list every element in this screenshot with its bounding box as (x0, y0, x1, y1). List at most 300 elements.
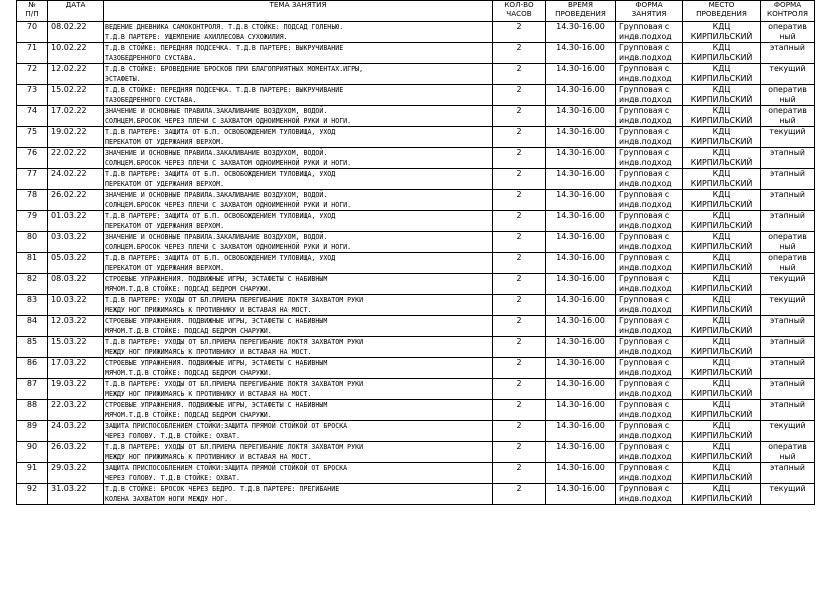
cell-form-line: Групповая с (619, 253, 670, 262)
cell-control (761, 190, 815, 211)
cell-topic-line: Т.Д.В ПАРТЕРЕ: ЗАЩИТА ОТ Б.П. ОСВОБОЖДЕНИЕМ ТУЛОВИЩА, УХОД (105, 212, 336, 220)
cell-num: 83 (17, 295, 48, 316)
cell-form-line: индв.подход (619, 53, 672, 62)
cell-form-line: Групповая с (619, 358, 670, 367)
cell-place (683, 22, 761, 43)
cell-time: 14.30-16.00 (546, 337, 616, 358)
cell-form-line: индв.подход (619, 452, 672, 461)
cell-control-line: оператив (768, 85, 807, 94)
cell-place (683, 127, 761, 148)
cell-control (761, 463, 815, 484)
header-hours-line: ЧАСОВ (506, 8, 532, 18)
cell-control-line: оператив (768, 442, 807, 451)
cell-topic-line: ЗНАЧЕНИЕ И ОСНОВНЫЕ ПРАВИЛА.ЗАКАЛИВАНИЕ ВОЗДУХОМ, ВОДОЙ. (105, 233, 328, 241)
cell-topic-line: Т.Д.В СТОЙКЕ: ПЕРЕДНЯЯ ПОДСЕЧКА. Т.Д.В ПАРТЕРЕ: ВЫКРУЧИВАНИЕ (105, 86, 344, 94)
cell-topic-line: ЗНАЧЕНИЕ И ОСНОВНЫЕ ПРАВИЛА.ЗАКАЛИВАНИЕ ВОЗДУХОМ, ВОДОЙ. (105, 149, 328, 157)
header-hours (493, 1, 546, 22)
cell-hours: 2 (493, 148, 546, 169)
table-row (17, 148, 815, 169)
cell-place-line: КИРПИЛЬСКИЙ (690, 158, 753, 167)
cell-place (683, 274, 761, 295)
cell-topic-line: ЗНАЧЕНИЕ И ОСНОВНЫЕ ПРАВИЛА.ЗАКАЛИВАНИЕ ВОЗДУХОМ, ВОДОЙ. (105, 191, 328, 199)
cell-place-line: КИРПИЛЬСКИЙ (690, 410, 753, 419)
cell-topic-line: СОЛНЦЕМ.БРОСОК ЧЕРЕЗ ПЛЕЧИ С ЗАХВАТОМ ОДНОИМЕННОЙ РУКИ И НОГИ. (105, 117, 352, 125)
cell-topic-line: ПЕРЕКАТОМ ОТ УДЕРЖАНИЯ ВЕРХОМ. (105, 180, 225, 188)
cell-topic (104, 442, 493, 463)
cell-form-line: Групповая с (619, 337, 670, 346)
cell-control (761, 421, 815, 442)
cell-form (616, 22, 683, 43)
cell-time: 14.30-16.00 (546, 148, 616, 169)
cell-time: 14.30-16.00 (546, 106, 616, 127)
cell-hours: 2 (493, 463, 546, 484)
cell-topic-line: СТРОЕВЫЕ УПРАЖНЕНИЯ. ПОДВИЖНЫЕ ИГРЫ, ЭСТАФЕТЫ С НАБИВНЫМ (105, 401, 328, 409)
cell-form (616, 148, 683, 169)
cell-topic-line: МЯЧОМ.Т.Д.В СТОЙКЕ: ПОДСАД БЕДРОМ СНАРУЖИ. (105, 369, 272, 377)
cell-place-line: КДЦ (712, 358, 731, 367)
header-control-line: КОНТРОЛЯ (767, 8, 808, 18)
table-row (17, 127, 815, 148)
cell-place-line: КДЦ (712, 148, 731, 157)
cell-topic-line: Т.Д.В ПАРТЕРЕ: УХОДЫ ОТ БЛ.ПРИЕМА ПЕРЕГИБАНИЕ ЛОКТЯ ЗАХВАТОМ РУКИ (105, 443, 364, 451)
cell-time: 14.30-16.00 (546, 169, 616, 190)
cell-date: 08.02.22 (48, 22, 104, 43)
cell-form-line: Групповая с (619, 211, 670, 220)
cell-place (683, 421, 761, 442)
header-num-line: П/П (25, 8, 39, 18)
cell-place-line: КДЦ (712, 106, 731, 115)
cell-form-line: индв.подход (619, 200, 672, 209)
cell-num: 86 (17, 358, 48, 379)
header-time (546, 1, 616, 22)
cell-control-line: ный (779, 242, 796, 251)
cell-hours: 2 (493, 22, 546, 43)
cell-date: 17.02.22 (48, 106, 104, 127)
cell-place-line: КИРПИЛЬСКИЙ (690, 431, 753, 440)
cell-topic-line: Т.Д.В ПАРТЕРЕ: УХОДЫ ОТ БЛ.ПРИЕМА ПЕРЕГИБАНИЕ ЛОКТЯ ЗАХВАТОМ РУКИ (105, 338, 364, 346)
cell-topic-line: Т.Д.В ПАРТЕРЕ: ЗАЩИТА ОТ Б.П. ОСВОБОЖДЕНИЕМ ТУЛОВИЩА, УХОД (105, 254, 336, 262)
cell-form-line: Групповая с (619, 127, 670, 136)
header-control (761, 1, 815, 22)
cell-hours: 2 (493, 64, 546, 85)
cell-form-line: индв.подход (619, 473, 672, 482)
cell-form-line: индв.подход (619, 368, 672, 377)
cell-form (616, 232, 683, 253)
cell-place (683, 43, 761, 64)
cell-form-line: индв.подход (619, 32, 672, 41)
cell-topic-line: Т.Д.В СТОЙКЕ: БРОСОК ЧЕРЕЗ БЕДРО. Т.Д.В ПАРТЕРЕ: ПРЕГИБАНИЕ (105, 485, 340, 493)
cell-topic-line: МЯЧОМ.Т.Д.В СТОЙКЕ: ПОДСАД БЕДРОМ СНАРУЖИ. (105, 411, 272, 419)
cell-hours: 2 (493, 337, 546, 358)
header-form (616, 1, 683, 22)
cell-form-line: индв.подход (619, 410, 672, 419)
cell-date: 31.03.22 (48, 484, 104, 505)
cell-num: 72 (17, 64, 48, 85)
cell-time: 14.30-16.00 (546, 295, 616, 316)
cell-hours: 2 (493, 421, 546, 442)
cell-control-line: этапный (769, 379, 806, 388)
header-num (17, 1, 48, 22)
table-row (17, 295, 815, 316)
cell-form-line: индв.подход (619, 221, 672, 230)
cell-place (683, 358, 761, 379)
cell-form-line: индв.подход (619, 116, 672, 125)
header-place (683, 1, 761, 22)
cell-place-line: КДЦ (712, 190, 731, 199)
cell-form (616, 358, 683, 379)
cell-form-line: индв.подход (619, 179, 672, 188)
cell-form-line: индв.подход (619, 347, 672, 356)
cell-topic-line: СТРОЕВЫЕ УПРАЖНЕНИЯ. ПОДВИЖНЫЕ ИГРЫ, ЭСТАФЕТЫ С НАБИВНЫМ (105, 275, 328, 283)
table-row (17, 358, 815, 379)
cell-hours: 2 (493, 127, 546, 148)
cell-topic (104, 421, 493, 442)
cell-hours: 2 (493, 316, 546, 337)
cell-time: 14.30-16.00 (546, 484, 616, 505)
lesson-schedule-table (16, 0, 815, 505)
cell-date: 24.03.22 (48, 421, 104, 442)
cell-place-line: КИРПИЛЬСКИЙ (690, 242, 753, 251)
cell-time: 14.30-16.00 (546, 85, 616, 106)
cell-hours: 2 (493, 295, 546, 316)
cell-form-line: Групповая с (619, 274, 670, 283)
cell-control-line: текущий (769, 127, 806, 136)
cell-control-line: оператив (768, 106, 807, 115)
table-row (17, 43, 815, 64)
cell-topic (104, 400, 493, 421)
cell-topic (104, 43, 493, 64)
cell-place-line: КИРПИЛЬСКИЙ (690, 263, 753, 272)
cell-place-line: КДЦ (712, 274, 731, 283)
cell-topic-line: СОЛНЦЕМ.БРОСОК ЧЕРЕЗ ПЛЕЧИ С ЗАХВАТОМ ОДНОИМЕННОЙ РУКИ И НОГИ. (105, 201, 352, 209)
cell-place-line: КДЦ (712, 43, 731, 52)
cell-place (683, 148, 761, 169)
table-row (17, 190, 815, 211)
cell-topic (104, 127, 493, 148)
cell-num: 80 (17, 232, 48, 253)
header-num-line: № (28, 0, 36, 9)
cell-place-line: КДЦ (712, 379, 731, 388)
cell-form-line: индв.подход (619, 431, 672, 440)
cell-control-line: ный (779, 95, 796, 104)
cell-num: 89 (17, 421, 48, 442)
cell-control-line: этапный (769, 43, 806, 52)
cell-place-line: КДЦ (712, 22, 731, 31)
cell-place (683, 232, 761, 253)
cell-topic-line: ЗАЩИТА ПРИСПОСОБЛЕНИЕМ СТОЙКИ:ЗАЩИТА ПРЯМОЙ СТОЙКОЙ ОТ БРОСКА (105, 422, 348, 430)
cell-num: 77 (17, 169, 48, 190)
cell-control (761, 484, 815, 505)
cell-control-line: оператив (768, 22, 807, 31)
cell-place-line: КИРПИЛЬСКИЙ (690, 179, 753, 188)
cell-num: 92 (17, 484, 48, 505)
table-row (17, 337, 815, 358)
cell-control (761, 211, 815, 232)
cell-place-line: КДЦ (712, 337, 731, 346)
cell-place-line: КИРПИЛЬСКИЙ (690, 368, 753, 377)
header-form-line: ЗАНЯТИЯ (631, 8, 667, 18)
cell-form-line: Групповая с (619, 64, 670, 73)
cell-place (683, 64, 761, 85)
cell-control-line: текущий (769, 64, 806, 73)
cell-hours: 2 (493, 169, 546, 190)
cell-topic-line: КОЛЕНА ЗАХВАТОМ НОГИ МЕЖДУ НОГ. (105, 495, 229, 503)
cell-control-line: ный (779, 263, 796, 272)
cell-topic (104, 148, 493, 169)
cell-form-line: индв.подход (619, 74, 672, 83)
cell-hours: 2 (493, 358, 546, 379)
cell-place (683, 253, 761, 274)
cell-topic-line: ТАЗОБЕДРЕННОГО СУСТАВА. (105, 96, 197, 104)
cell-topic (104, 484, 493, 505)
cell-topic-line: Т.Д.В ПАРТЕРЕ: УЩЕМЛЕНИЕ АХИЛЛЕСОВА СУХОЖИЛИЯ. (105, 33, 288, 41)
cell-topic-line: ВЕДЕНИЕ ДНЕВНИКА САМОКОНТРОЛЯ. Т.Д.В СТОЙКЕ: ПОДСАД ГОЛЕНЬЮ. (105, 23, 344, 31)
cell-topic-line: МЕЖДУ НОГ ПРИЖИМАЯСЬ К ПРОТИВНИКУ И ВСТАВАЯ НА МОСТ. (105, 390, 312, 398)
cell-control (761, 64, 815, 85)
cell-time: 14.30-16.00 (546, 379, 616, 400)
cell-form (616, 190, 683, 211)
cell-time: 14.30-16.00 (546, 463, 616, 484)
cell-form-line: Групповая с (619, 190, 670, 199)
cell-time: 14.30-16.00 (546, 232, 616, 253)
cell-date: 05.03.22 (48, 253, 104, 274)
cell-control-line: этапный (769, 190, 806, 199)
cell-place (683, 211, 761, 232)
cell-date: 03.03.22 (48, 232, 104, 253)
cell-control (761, 85, 815, 106)
cell-topic (104, 295, 493, 316)
cell-date: 26.03.22 (48, 442, 104, 463)
cell-hours: 2 (493, 232, 546, 253)
cell-topic (104, 337, 493, 358)
cell-hours: 2 (493, 442, 546, 463)
cell-form-line: индв.подход (619, 158, 672, 167)
cell-place-line: КДЦ (712, 316, 731, 325)
cell-num: 85 (17, 337, 48, 358)
cell-topic-line: МЯЧОМ.Т.Д.В СТОЙКЕ: ПОДСАД БЕДРОМ СНАРУЖИ. (105, 327, 272, 335)
cell-topic-line: ЧЕРЕЗ ГОЛОВУ. Т.Д.В СТОЙКЕ: ОХВАТ. (105, 432, 240, 440)
cell-place-line: КИРПИЛЬСКИЙ (690, 32, 753, 41)
cell-place-line: КИРПИЛЬСКИЙ (690, 53, 753, 62)
cell-form-line: индв.подход (619, 494, 672, 503)
cell-place-line: КИРПИЛЬСКИЙ (690, 494, 753, 503)
cell-control (761, 148, 815, 169)
cell-topic-line: СОЛНЦЕМ.БРОСОК ЧЕРЕЗ ПЛЕЧИ С ЗАХВАТОМ ОДНОИМЕННОЙ РУКИ И НОГИ. (105, 159, 352, 167)
cell-topic (104, 85, 493, 106)
cell-num: 75 (17, 127, 48, 148)
cell-topic (104, 169, 493, 190)
cell-topic-line: Т.Д.В ПАРТЕРЕ: ЗАЩИТА ОТ Б.П. ОСВОБОЖДЕНИЕМ ТУЛОВИЩА, УХОД (105, 170, 336, 178)
cell-topic-line: СОЛНЦЕМ.БРОСОК ЧЕРЕЗ ПЛЕЧИ С ЗАХВАТОМ ОДНОИМЕННОЙ РУКИ И НОГИ. (105, 243, 352, 251)
header-hours-line: КОЛ-ВО (504, 0, 534, 9)
cell-num: 74 (17, 106, 48, 127)
cell-num: 76 (17, 148, 48, 169)
cell-form (616, 379, 683, 400)
cell-num: 90 (17, 442, 48, 463)
cell-control-line: оператив (768, 232, 807, 241)
cell-control (761, 400, 815, 421)
header-form-line: ФОРМА (635, 0, 663, 9)
cell-control (761, 316, 815, 337)
cell-form-line: Групповая с (619, 22, 670, 31)
cell-date: 12.02.22 (48, 64, 104, 85)
cell-topic (104, 64, 493, 85)
table-row (17, 442, 815, 463)
cell-topic-line: ЧЕРЕЗ ГОЛОВУ. Т.Д.В СТОЙКЕ: ОХВАТ. (105, 474, 240, 482)
cell-num: 87 (17, 379, 48, 400)
cell-hours: 2 (493, 253, 546, 274)
cell-time: 14.30-16.00 (546, 274, 616, 295)
header-row (17, 1, 815, 22)
cell-place-line: КДЦ (712, 127, 731, 136)
cell-place (683, 85, 761, 106)
cell-form (616, 169, 683, 190)
cell-place-line: КИРПИЛЬСКИЙ (690, 200, 753, 209)
header-control-line: ФОРМА (773, 0, 802, 9)
table-row (17, 106, 815, 127)
cell-control (761, 232, 815, 253)
cell-time: 14.30-16.00 (546, 22, 616, 43)
cell-place-line: КИРПИЛЬСКИЙ (690, 221, 753, 230)
cell-topic (104, 274, 493, 295)
cell-control (761, 442, 815, 463)
cell-time: 14.30-16.00 (546, 421, 616, 442)
header-place-line: МЕСТО (708, 0, 735, 9)
cell-place-line: КИРПИЛЬСКИЙ (690, 389, 753, 398)
cell-date: 10.03.22 (48, 295, 104, 316)
cell-date: 17.03.22 (48, 358, 104, 379)
cell-control (761, 337, 815, 358)
cell-form (616, 316, 683, 337)
cell-form-line: Групповая с (619, 43, 670, 52)
cell-form-line: Групповая с (619, 148, 670, 157)
cell-control (761, 127, 815, 148)
cell-form-line: Групповая с (619, 85, 670, 94)
cell-place-line: КДЦ (712, 85, 731, 94)
cell-place (683, 379, 761, 400)
cell-place-line: КДЦ (712, 463, 731, 472)
table-row (17, 400, 815, 421)
table-row (17, 379, 815, 400)
cell-place (683, 316, 761, 337)
cell-control (761, 295, 815, 316)
cell-place-line: КДЦ (712, 400, 731, 409)
table-row (17, 274, 815, 295)
cell-form-line: Групповая с (619, 232, 670, 241)
cell-topic-line: МЕЖДУ НОГ ПРИЖИМАЯСЬ К ПРОТИВНИКУ И ВСТАВАЯ НА МОСТ. (105, 348, 312, 356)
cell-form-line: индв.подход (619, 95, 672, 104)
cell-place (683, 190, 761, 211)
cell-form-line: Групповая с (619, 463, 670, 472)
table-row (17, 253, 815, 274)
cell-num: 71 (17, 43, 48, 64)
cell-control (761, 22, 815, 43)
cell-form (616, 400, 683, 421)
cell-form (616, 85, 683, 106)
cell-form-line: Групповая с (619, 379, 670, 388)
cell-place-line: КДЦ (712, 484, 731, 493)
header-date-line: ДАТА (65, 0, 86, 9)
cell-hours: 2 (493, 106, 546, 127)
cell-place-line: КИРПИЛЬСКИЙ (690, 326, 753, 335)
cell-form-line: Групповая с (619, 484, 670, 493)
cell-date: 22.03.22 (48, 400, 104, 421)
cell-topic-line: МЕЖДУ НОГ ПРИЖИМАЯСЬ К ПРОТИВНИКУ И ВСТАВАЯ НА МОСТ. (105, 453, 312, 461)
cell-form (616, 127, 683, 148)
table-row (17, 22, 815, 43)
cell-form-line: индв.подход (619, 389, 672, 398)
cell-form (616, 442, 683, 463)
cell-topic-line: ЭСТАФЕТЫ. (105, 75, 141, 83)
cell-topic (104, 232, 493, 253)
cell-form-line: индв.подход (619, 242, 672, 251)
cell-place-line: КДЦ (712, 64, 731, 73)
cell-topic-line: ТАЗОБЕДРЕННОГО СУСТАВА. (105, 54, 197, 62)
cell-topic (104, 358, 493, 379)
cell-topic (104, 190, 493, 211)
cell-control (761, 379, 815, 400)
cell-control (761, 274, 815, 295)
cell-place (683, 484, 761, 505)
cell-time: 14.30-16.00 (546, 253, 616, 274)
cell-topic (104, 379, 493, 400)
cell-date: 19.02.22 (48, 127, 104, 148)
cell-hours: 2 (493, 400, 546, 421)
cell-place (683, 106, 761, 127)
cell-place (683, 295, 761, 316)
cell-time: 14.30-16.00 (546, 211, 616, 232)
table-row (17, 232, 815, 253)
cell-control (761, 43, 815, 64)
cell-time: 14.30-16.00 (546, 316, 616, 337)
cell-control-line: этапный (769, 316, 806, 325)
cell-num: 73 (17, 85, 48, 106)
table-body (17, 22, 815, 505)
cell-date: 22.02.22 (48, 148, 104, 169)
cell-place-line: КДЦ (712, 169, 731, 178)
cell-hours: 2 (493, 43, 546, 64)
cell-time: 14.30-16.00 (546, 190, 616, 211)
cell-place-line: КИРПИЛЬСКИЙ (690, 95, 753, 104)
cell-form-line: индв.подход (619, 326, 672, 335)
cell-topic-line: ПЕРЕКАТОМ ОТ УДЕРЖАНИЯ ВЕРХОМ. (105, 264, 225, 272)
cell-topic (104, 316, 493, 337)
cell-date: 19.03.22 (48, 379, 104, 400)
cell-control-line: текущий (769, 484, 806, 493)
cell-time: 14.30-16.00 (546, 64, 616, 85)
header-time-line: ПРОВЕДЕНИЯ (555, 8, 606, 18)
cell-place-line: КИРПИЛЬСКИЙ (690, 305, 753, 314)
cell-place-line: КИРПИЛЬСКИЙ (690, 284, 753, 293)
cell-place (683, 463, 761, 484)
cell-place (683, 337, 761, 358)
cell-topic-line: СТРОЕВЫЕ УПРАЖНЕНИЯ. ПОДВИЖНЫЕ ИГРЫ, ЭСТАФЕТЫ С НАБИВНЫМ (105, 359, 328, 367)
table-row (17, 316, 815, 337)
cell-form (616, 43, 683, 64)
cell-topic (104, 106, 493, 127)
cell-form-line: Групповая с (619, 316, 670, 325)
cell-form-line: Групповая с (619, 421, 670, 430)
cell-place-line: КИРПИЛЬСКИЙ (690, 347, 753, 356)
table-row (17, 484, 815, 505)
cell-form-line: индв.подход (619, 137, 672, 146)
cell-date: 08.03.22 (48, 274, 104, 295)
cell-date: 15.02.22 (48, 85, 104, 106)
cell-form (616, 421, 683, 442)
cell-time: 14.30-16.00 (546, 442, 616, 463)
cell-form (616, 463, 683, 484)
cell-date: 10.02.22 (48, 43, 104, 64)
